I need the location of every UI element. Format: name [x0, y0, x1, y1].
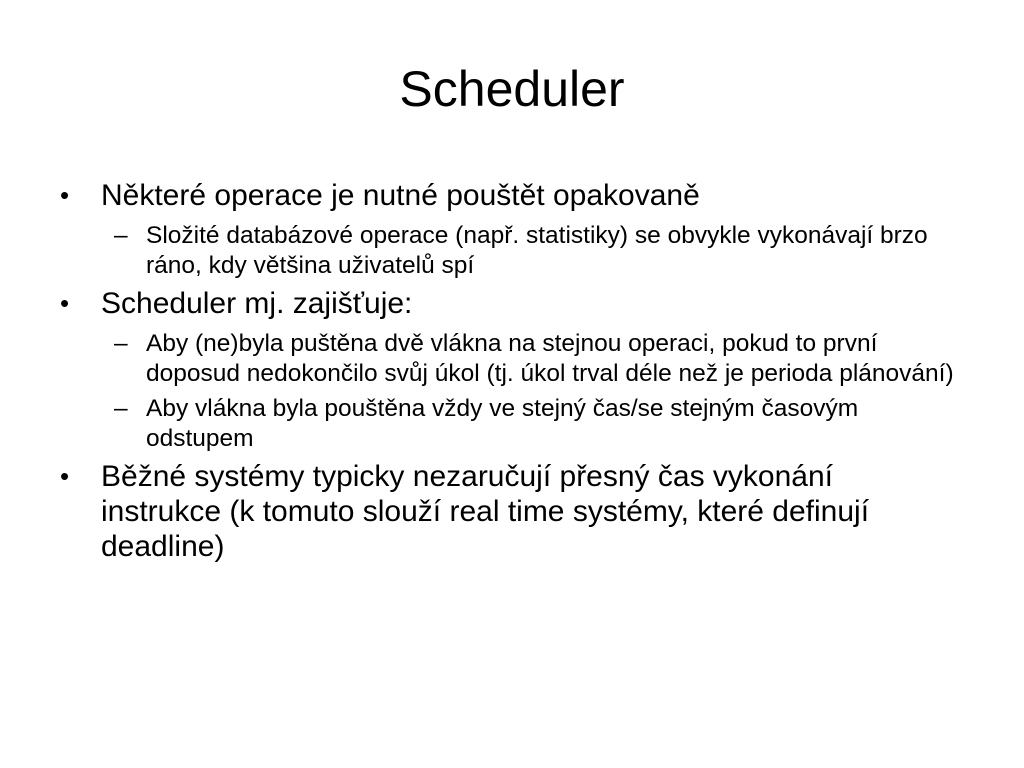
sub-list	[114, 329, 960, 454]
sub-list	[114, 221, 960, 281]
dash-icon: –	[114, 222, 128, 249]
sub-bullet-item	[114, 329, 960, 389]
bullet-icon: •	[60, 461, 70, 491]
slide-content	[60, 178, 960, 572]
bullet-text: Scheduler mj. zajišťuje:	[101, 287, 413, 320]
sub-bullet-item	[114, 394, 960, 454]
dash-icon: –	[114, 330, 128, 357]
dash-icon: –	[114, 395, 128, 422]
slide-title: Scheduler	[399, 61, 625, 117]
sub-bullet-item	[114, 221, 960, 281]
bullet-item	[60, 459, 960, 564]
sub-bullet-text: Složité databázové operace (např. statistiky) se obvykle vykonávají brzo ráno, kdy většina uživatelů spí	[146, 222, 928, 279]
bullet-text: Běžné systémy typicky nezaručují přesný čas vykonání instrukce (k tomuto slouží real time systémy, které definují deadline)	[101, 460, 870, 563]
bullet-item	[60, 178, 960, 213]
sub-bullet-text: Aby (ne)byla puštěna dvě vlákna na stejnou operaci, pokud to první doposud nedokončilo svůj úkol (tj. úkol trval déle než je perioda plánování)	[146, 330, 954, 387]
bullet-icon: •	[60, 180, 70, 210]
bullet-item	[60, 286, 960, 321]
bullet-text: Některé operace je nutné pouštět opakovaně	[101, 179, 700, 212]
bullet-icon: •	[60, 288, 70, 318]
sub-bullet-text: Aby vlákna byla pouštěna vždy ve stejný čas/se stejným časovým odstupem	[146, 395, 859, 452]
